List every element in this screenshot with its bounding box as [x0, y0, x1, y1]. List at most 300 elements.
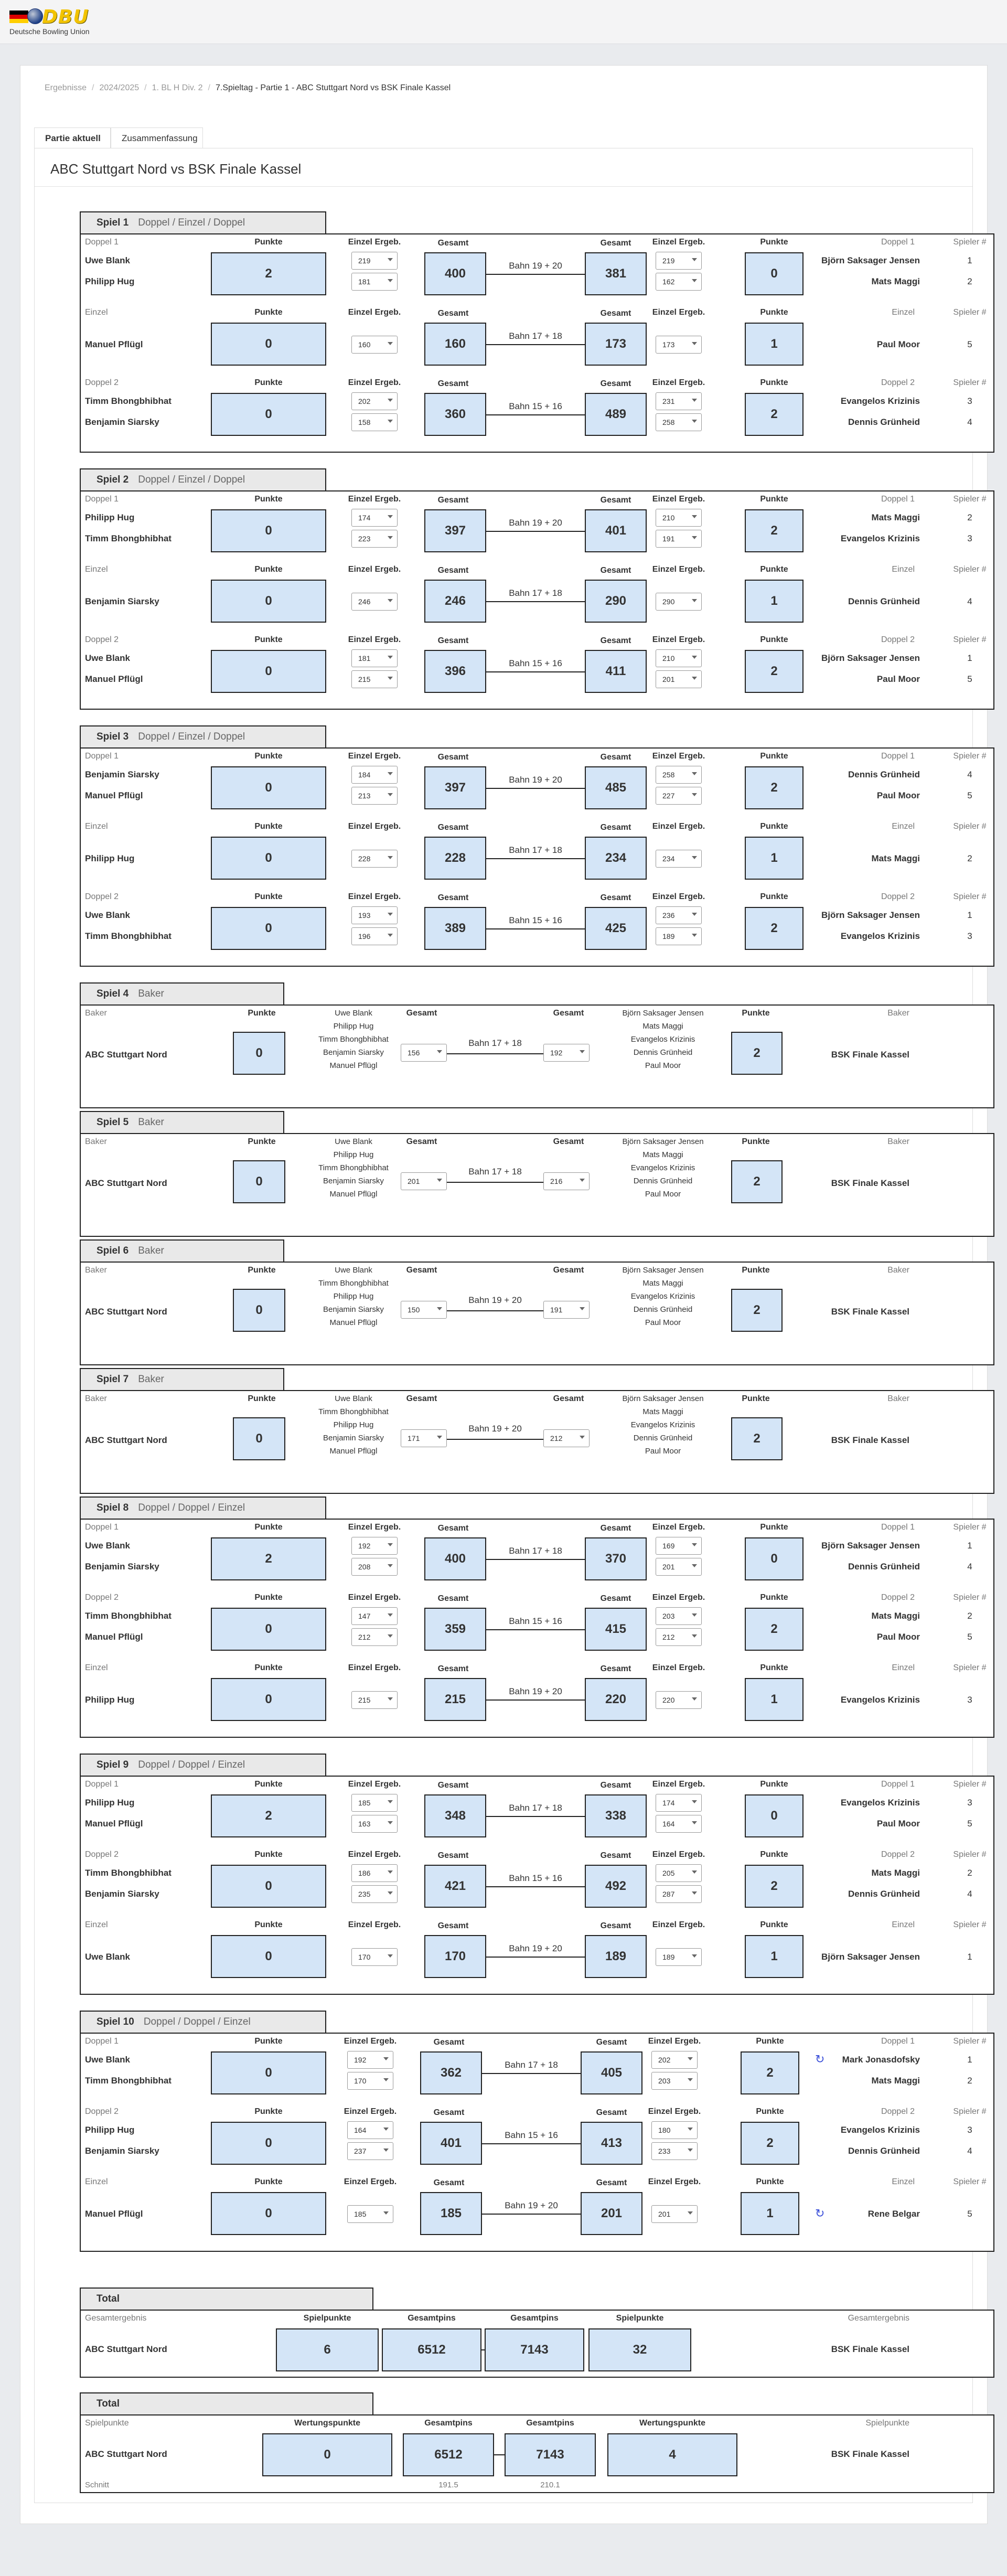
einzel-header: Einzel Ergeb. — [652, 1850, 705, 1859]
breadcrumb: Ergebnisse / 2024/2025 / 1. BL H Div. 2 / 7.Spieltag - Partie 1 - ABC Stuttgart Nord vs BSK Finale Kassel — [45, 83, 451, 92]
punkte-header: Punkte — [254, 378, 283, 387]
home-points-box[interactable]: 2 — [211, 1794, 326, 1837]
total-label: Gesamtergebnis — [85, 2314, 147, 2323]
home-player-name: Uwe Blank — [85, 910, 130, 920]
lane-line — [486, 1699, 585, 1701]
away-points-box[interactable]: 2 — [745, 650, 804, 693]
away-score-select[interactable]: 201 — [651, 2205, 698, 2223]
away-score-select[interactable]: 210 — [656, 509, 702, 527]
home-score-select[interactable]: 186 — [351, 1864, 398, 1882]
away-points-box[interactable]: 1 — [745, 837, 804, 880]
home-score-select[interactable]: 213 — [351, 787, 398, 805]
punkte-header: Punkte — [254, 495, 283, 504]
home-baker-player: Timm Bhongbhibhat — [318, 1407, 389, 1416]
lane-line — [447, 1439, 543, 1440]
spieler-header: Spieler # — [953, 822, 987, 831]
away-player-name: Evangelos Krizinis — [840, 931, 920, 941]
game-number: Spiel 10 — [97, 2016, 134, 2027]
home-score-select[interactable]: 235 — [351, 1885, 398, 1903]
total-tab — [80, 2288, 373, 2310]
block-label-right: Baker — [887, 1266, 909, 1275]
away-baker-player: Evangelos Krizinis — [630, 1292, 695, 1301]
away-score-select[interactable]: 202 — [651, 2051, 698, 2069]
away-total-select[interactable]: 212 — [543, 1429, 590, 1447]
lane-line — [486, 1629, 585, 1630]
einzel-header: Einzel Ergeb. — [348, 1850, 401, 1859]
home-points-box[interactable]: 0 — [211, 509, 326, 552]
home-score-select[interactable]: 208 — [351, 1558, 398, 1576]
home-player-name: Manuel Pflügl — [85, 339, 143, 349]
home-total-select[interactable]: 156 — [401, 1044, 447, 1062]
home-total-select[interactable]: 150 — [401, 1301, 447, 1319]
einzel-header: Einzel Ergeb. — [652, 1780, 705, 1789]
gesamt-header: Gesamt — [596, 2178, 627, 2187]
home-points-box[interactable]: 2 — [211, 1537, 326, 1580]
lane-label: Bahn 17 + 18 — [509, 845, 562, 855]
home-points-box[interactable]: 0 — [211, 2051, 326, 2094]
away-points-box[interactable]: 1 — [741, 2192, 799, 2235]
away-total-box: 415 — [585, 1608, 647, 1651]
home-baker-player: Philipp Hug — [333, 1150, 374, 1159]
home-points-box[interactable]: 0 — [211, 323, 326, 366]
game-number: Spiel 7 — [97, 1374, 129, 1385]
refresh-icon[interactable]: ↻ — [815, 2207, 825, 2220]
lane-label: Bahn 15 + 16 — [509, 1616, 562, 1626]
away-points-box[interactable]: 2 — [745, 1865, 804, 1908]
total-line — [481, 2349, 485, 2350]
block-label: Baker — [85, 1394, 107, 1403]
gesamt-header: Gesamt — [437, 1664, 469, 1673]
home-score-select[interactable]: 163 — [351, 1815, 398, 1833]
away-points-box[interactable]: 1 — [745, 580, 804, 623]
home-score-select[interactable]: 174 — [351, 509, 398, 527]
away-player-name: Mats Maggi — [871, 1611, 920, 1621]
total-header: Gesamtpins — [408, 2314, 456, 2323]
away-points-box[interactable]: 0 — [745, 1794, 804, 1837]
away-baker-player: Dennis Grünheid — [633, 1048, 693, 1057]
gesamt-header: Gesamt — [437, 1921, 469, 1930]
away-points-box[interactable]: 0 — [745, 1537, 804, 1580]
punkte-header: Punkte — [742, 1009, 770, 1018]
away-total-box: 338 — [585, 1794, 647, 1837]
home-baker-player: Timm Bhongbhibhat — [318, 1035, 389, 1044]
away-total-select[interactable]: 192 — [543, 1044, 590, 1062]
away-baker-player: Mats Maggi — [642, 1407, 683, 1416]
home-points-box[interactable]: 0 — [211, 766, 326, 809]
gesamt-header: Gesamt — [600, 893, 631, 902]
breadcrumb-link[interactable]: 1. BL H Div. 2 — [152, 83, 203, 92]
home-baker-player: Benjamin Siarsky — [323, 1305, 384, 1314]
home-baker-player: Philipp Hug — [333, 1292, 374, 1301]
block-label: Doppel 2 — [85, 2107, 119, 2116]
home-score-select[interactable]: 228 — [351, 850, 398, 868]
block-label-right: Doppel 1 — [881, 752, 915, 761]
home-player-name: Benjamin Siarsky — [85, 1562, 159, 1572]
lane-label: Bahn 19 + 20 — [509, 261, 562, 271]
away-player-name: Björn Saksager Jensen — [821, 1952, 920, 1962]
einzel-header: Einzel Ergeb. — [348, 1920, 401, 1929]
breadcrumb-link[interactable]: 2024/2025 — [99, 83, 140, 92]
spieler-header: Spieler # — [953, 1920, 987, 1929]
player-number: 5 — [967, 2209, 972, 2219]
home-points-box[interactable]: 0 — [211, 650, 326, 693]
block-label: Doppel 2 — [85, 1593, 119, 1602]
home-points-box[interactable]: 0 — [211, 2192, 326, 2235]
punkte-header: Punkte — [760, 1780, 788, 1789]
game-type: Doppel / Doppel / Einzel — [143, 2016, 251, 2027]
home-score-select[interactable]: 184 — [351, 766, 398, 784]
away-score-select[interactable]: 164 — [656, 1815, 702, 1833]
block-label-right: Doppel 2 — [881, 635, 915, 644]
spieler-header: Spieler # — [953, 1780, 987, 1789]
einzel-header: Einzel Ergeb. — [348, 1593, 401, 1602]
punkte-header: Punkte — [760, 1850, 788, 1859]
lane-label: Bahn 17 + 18 — [468, 1167, 522, 1177]
away-score-select[interactable]: 234 — [656, 850, 702, 868]
home-score-select[interactable]: 158 — [351, 413, 398, 431]
away-total-box: 425 — [585, 907, 647, 950]
home-baker-player: Benjamin Siarsky — [323, 1177, 384, 1185]
away-points-box[interactable]: 2 — [731, 1417, 783, 1460]
home-total-box: 421 — [424, 1865, 486, 1908]
player-number: 5 — [967, 674, 972, 684]
home-score-select[interactable]: 202 — [351, 392, 398, 410]
home-score-select[interactable]: 192 — [351, 1537, 398, 1555]
home-points-box[interactable]: 2 — [211, 252, 326, 295]
player-number: 1 — [967, 1952, 972, 1962]
game-type: Baker — [138, 1374, 164, 1385]
away-baker-player: Mats Maggi — [642, 1279, 683, 1288]
home-points-box[interactable]: 0 — [211, 1865, 326, 1908]
lane-label: Bahn 17 + 18 — [505, 2060, 558, 2070]
game-card — [80, 1262, 994, 1365]
einzel-header: Einzel Ergeb. — [652, 238, 705, 247]
away-score-select[interactable]: 201 — [656, 670, 702, 688]
home-points-box[interactable]: 0 — [211, 580, 326, 623]
home-score-select[interactable]: 219 — [351, 252, 398, 270]
away-points-box[interactable]: 2 — [731, 1289, 783, 1332]
away-score-select[interactable]: 203 — [651, 2072, 698, 2090]
game-card — [80, 747, 994, 967]
game-card — [80, 1390, 994, 1494]
away-total-select[interactable]: 191 — [543, 1301, 590, 1319]
away-score-select[interactable]: 258 — [656, 766, 702, 784]
total-header: Wertungspunkte — [639, 2419, 705, 2428]
player-number: 5 — [967, 339, 972, 349]
home-points-box[interactable]: 0 — [211, 2122, 326, 2165]
block-label-right: Doppel 1 — [881, 495, 915, 504]
home-player-name: Manuel Pflügl — [85, 1632, 143, 1642]
home-score-select[interactable]: 212 — [351, 1628, 398, 1646]
tab-zusammenfassung[interactable]: Zusammenfassung — [111, 127, 203, 148]
total-header: Gesamtpins — [510, 2314, 559, 2323]
home-score-select[interactable]: 185 — [347, 2205, 393, 2223]
gesamt-header: Gesamt — [437, 636, 469, 645]
gesamt-header: Gesamt — [437, 753, 469, 762]
einzel-header: Einzel Ergeb. — [348, 822, 401, 831]
gesamt-header: Gesamt — [437, 239, 469, 248]
home-player-name: Benjamin Siarsky — [85, 596, 159, 606]
home-score-select[interactable]: 170 — [347, 2072, 393, 2090]
home-score-select[interactable]: 196 — [351, 927, 398, 945]
game-number: Spiel 8 — [97, 1502, 129, 1513]
block-label: Einzel — [85, 565, 108, 574]
away-score-select[interactable]: 180 — [651, 2121, 698, 2139]
home-baker-player: Manuel Pflügl — [329, 1061, 378, 1070]
away-player-name: Paul Moor — [876, 790, 920, 800]
home-score-select[interactable]: 246 — [351, 593, 398, 611]
away-points-box[interactable]: 1 — [745, 1935, 804, 1978]
away-points-box[interactable]: 2 — [745, 393, 804, 436]
away-score-select[interactable]: 258 — [656, 413, 702, 431]
away-score-select[interactable]: 219 — [656, 252, 702, 270]
away-score-select[interactable]: 210 — [656, 649, 702, 667]
block-label: Doppel 2 — [85, 892, 119, 901]
lane-line — [486, 1559, 585, 1560]
home-baker-player: Manuel Pflügl — [329, 1190, 378, 1199]
punkte-header: Punkte — [760, 752, 788, 761]
away-points-box[interactable]: 2 — [731, 1160, 783, 1203]
lane-label: Bahn 15 + 16 — [509, 1873, 562, 1883]
spieler-header: Spieler # — [953, 892, 987, 901]
dbu-logo[interactable] — [9, 6, 114, 38]
player-number: 3 — [967, 1695, 972, 1705]
game-number: Spiel 1 — [97, 217, 129, 228]
home-total-box: 389 — [424, 907, 486, 950]
lane-label: Bahn 19 + 20 — [505, 2200, 558, 2210]
match-panel — [34, 148, 987, 2503]
block-label-right: Einzel — [892, 565, 915, 574]
home-score-select[interactable]: 160 — [351, 336, 398, 354]
home-points-box[interactable]: 0 — [233, 1032, 285, 1075]
lane-line — [486, 1816, 585, 1817]
gesamt-header: Gesamt — [437, 566, 469, 575]
home-baker-player: Benjamin Siarsky — [323, 1434, 384, 1442]
game-type: Doppel / Einzel / Doppel — [138, 474, 245, 485]
away-score-select[interactable]: 212 — [656, 1628, 702, 1646]
total-label-right: Gesamtergebnis — [848, 2314, 909, 2323]
away-score-select[interactable]: 169 — [656, 1537, 702, 1555]
home-score-select[interactable]: 170 — [351, 1948, 398, 1966]
punkte-header: Punkte — [742, 1137, 770, 1146]
away-total-box: 489 — [585, 393, 647, 436]
logo-wordmark: DBU — [42, 6, 89, 28]
punkte-header: Punkte — [760, 495, 788, 504]
home-baker-player: Uwe Blank — [335, 1394, 372, 1403]
away-baker-player: Björn Saksager Jensen — [622, 1266, 704, 1275]
tab-partie-aktuell[interactable]: Partie aktuell — [34, 127, 111, 148]
away-points-box[interactable]: 2 — [745, 1608, 804, 1651]
total-label-right: Spielpunkte — [865, 2419, 909, 2428]
away-baker-player: Björn Saksager Jensen — [622, 1137, 704, 1146]
block-label-right: Doppel 2 — [881, 1593, 915, 1602]
spieler-header: Spieler # — [953, 1523, 987, 1532]
einzel-header: Einzel Ergeb. — [344, 2177, 397, 2186]
home-total-select[interactable]: 171 — [401, 1429, 447, 1447]
away-player-name: Paul Moor — [876, 1819, 920, 1829]
block-label: Einzel — [85, 822, 108, 831]
einzel-header: Einzel Ergeb. — [652, 1920, 705, 1929]
away-points-box[interactable]: 2 — [741, 2051, 799, 2094]
home-player-name: Timm Bhongbhibhat — [85, 533, 172, 543]
home-player-name: Uwe Blank — [85, 1541, 130, 1551]
home-total-box: 362 — [420, 2051, 482, 2094]
player-number: 5 — [967, 790, 972, 800]
home-total-select[interactable]: 201 — [401, 1172, 447, 1190]
home-points-box[interactable]: 0 — [211, 1935, 326, 1978]
home-player-name: Benjamin Siarsky — [85, 1889, 159, 1899]
home-score-select[interactable]: 181 — [351, 273, 398, 291]
away-score-select[interactable]: 174 — [656, 1794, 702, 1812]
away-baker-player: Paul Moor — [645, 1447, 681, 1456]
punkte-header: Punkte — [254, 635, 283, 644]
away-total-box: 492 — [585, 1865, 647, 1908]
home-points-box[interactable]: 0 — [211, 837, 326, 880]
block-label-right: Baker — [887, 1394, 909, 1403]
home-total-box: 246 — [424, 580, 486, 623]
gesamt-header: Gesamt — [553, 1266, 584, 1275]
away-player-name: Mats Maggi — [871, 853, 920, 863]
away-score-select[interactable]: 231 — [656, 392, 702, 410]
lane-line — [486, 531, 585, 532]
schnitt-label: Schnitt — [85, 2481, 109, 2489]
lane-label: Bahn 17 + 18 — [509, 1803, 562, 1813]
home-score-select[interactable]: 193 — [351, 906, 398, 924]
home-total-box: 348 — [424, 1794, 486, 1837]
schnitt-away: 210.1 — [540, 2481, 560, 2489]
gesamt-header: Gesamt — [553, 1009, 584, 1018]
home-score-select[interactable]: 185 — [351, 1794, 398, 1812]
player-number: 1 — [967, 653, 972, 663]
total-header: Gesamtpins — [526, 2419, 574, 2428]
home-points-box[interactable]: 0 — [211, 907, 326, 950]
home-total-box: 400 — [424, 1537, 486, 1580]
refresh-icon[interactable]: ↻ — [815, 2053, 825, 2066]
einzel-header: Einzel Ergeb. — [348, 1523, 401, 1532]
block-label-right: Doppel 1 — [881, 238, 915, 247]
punkte-header: Punkte — [760, 1593, 788, 1602]
away-total-select[interactable]: 216 — [543, 1172, 590, 1190]
game-type: Doppel / Einzel / Doppel — [138, 731, 245, 742]
away-score-select[interactable]: 201 — [656, 1558, 702, 1576]
away-score-select[interactable]: 220 — [656, 1691, 702, 1709]
lane-label: Bahn 19 + 20 — [468, 1295, 522, 1305]
home-total-box: 360 — [424, 393, 486, 436]
away-total-box: 290 — [585, 580, 647, 623]
total-header: Gesamtpins — [424, 2419, 473, 2428]
home-points-box[interactable]: 0 — [211, 393, 326, 436]
gesamt-header: Gesamt — [406, 1009, 437, 1018]
game-type: Doppel / Doppel / Einzel — [138, 1502, 245, 1513]
home-player-name: Timm Bhongbhibhat — [85, 396, 172, 406]
gesamt-header: Gesamt — [600, 239, 631, 248]
gesamt-header: Gesamt — [437, 1594, 469, 1603]
home-points-box[interactable]: 0 — [233, 1160, 285, 1203]
away-score-select[interactable]: 173 — [656, 336, 702, 354]
einzel-header: Einzel Ergeb. — [652, 1593, 705, 1602]
away-score-select[interactable]: 205 — [656, 1864, 702, 1882]
away-score-select[interactable]: 191 — [656, 530, 702, 548]
away-points-box[interactable]: 1 — [745, 1678, 804, 1721]
home-score-select[interactable]: 164 — [347, 2121, 393, 2139]
home-score-select[interactable]: 192 — [347, 2051, 393, 2069]
away-total-box: 485 — [585, 766, 647, 809]
punkte-header: Punkte — [254, 1780, 283, 1789]
total-header: Wertungspunkte — [294, 2419, 360, 2428]
total-card — [80, 2414, 994, 2493]
gesamt-header: Gesamt — [437, 496, 469, 505]
away-score-select[interactable]: 189 — [656, 1948, 702, 1966]
home-player-name: Timm Bhongbhibhat — [85, 931, 172, 941]
home-points-box[interactable]: 0 — [233, 1417, 285, 1460]
home-score-select[interactable]: 215 — [351, 670, 398, 688]
away-points-box[interactable]: 2 — [731, 1032, 783, 1075]
block-label-right: Doppel 1 — [881, 1780, 915, 1789]
away-points-box[interactable]: 2 — [741, 2122, 799, 2165]
away-baker-player: Mats Maggi — [642, 1022, 683, 1031]
player-number: 1 — [967, 2055, 972, 2065]
home-player-name: Manuel Pflügl — [85, 790, 143, 800]
away-score-select[interactable]: 287 — [656, 1885, 702, 1903]
away-score-select[interactable]: 189 — [656, 927, 702, 945]
away-points-box[interactable]: 2 — [745, 907, 804, 950]
block-label: Einzel — [85, 1920, 108, 1929]
total-line — [494, 2454, 505, 2455]
gesamt-header: Gesamt — [600, 379, 631, 388]
away-score-select[interactable]: 227 — [656, 787, 702, 805]
away-score-select[interactable]: 233 — [651, 2142, 698, 2160]
home-score-select[interactable]: 215 — [351, 1691, 398, 1709]
block-label-right: Einzel — [892, 2177, 915, 2186]
home-points-box[interactable]: 0 — [233, 1289, 285, 1332]
away-points-box[interactable]: 2 — [745, 766, 804, 809]
away-points-box[interactable]: 1 — [745, 323, 804, 366]
german-flag-icon — [9, 10, 28, 23]
home-score-select[interactable]: 237 — [347, 2142, 393, 2160]
punkte-header: Punkte — [254, 565, 283, 574]
player-number: 4 — [967, 1562, 972, 1572]
home-player-name: Manuel Pflügl — [85, 2209, 143, 2219]
breadcrumb-link[interactable]: Ergebnisse — [45, 83, 87, 92]
punkte-header: Punkte — [756, 2107, 784, 2116]
home-score-select[interactable]: 181 — [351, 649, 398, 667]
gesamt-header: Gesamt — [600, 496, 631, 505]
player-number: 2 — [967, 1868, 972, 1878]
game-card — [80, 1519, 994, 1738]
logo-subtitle: Deutsche Bowling Union — [9, 27, 90, 36]
away-points-box[interactable]: 0 — [745, 252, 804, 295]
einzel-header: Einzel Ergeb. — [344, 2107, 397, 2116]
punkte-header: Punkte — [254, 1593, 283, 1602]
punkte-header: Punkte — [756, 2177, 784, 2186]
punkte-header: Punkte — [760, 635, 788, 644]
away-score-select[interactable]: 236 — [656, 906, 702, 924]
home-points-box[interactable]: 0 — [211, 1678, 326, 1721]
away-points-box[interactable]: 2 — [745, 509, 804, 552]
away-score-select[interactable]: 162 — [656, 273, 702, 291]
home-score-select[interactable]: 223 — [351, 530, 398, 548]
away-player-name: Evangelos Krizinis — [840, 1695, 920, 1705]
home-team-name: ABC Stuttgart Nord — [85, 1178, 167, 1188]
total-away-team: BSK Finale Kassel — [831, 2344, 909, 2354]
home-score-select[interactable]: 147 — [351, 1607, 398, 1625]
einzel-header: Einzel Ergeb. — [652, 822, 705, 831]
lane-label: Bahn 15 + 16 — [505, 2130, 558, 2140]
away-score-select[interactable]: 290 — [656, 593, 702, 611]
away-score-select[interactable]: 203 — [656, 1607, 702, 1625]
home-points-box[interactable]: 0 — [211, 1608, 326, 1651]
punkte-header: Punkte — [254, 1663, 283, 1672]
